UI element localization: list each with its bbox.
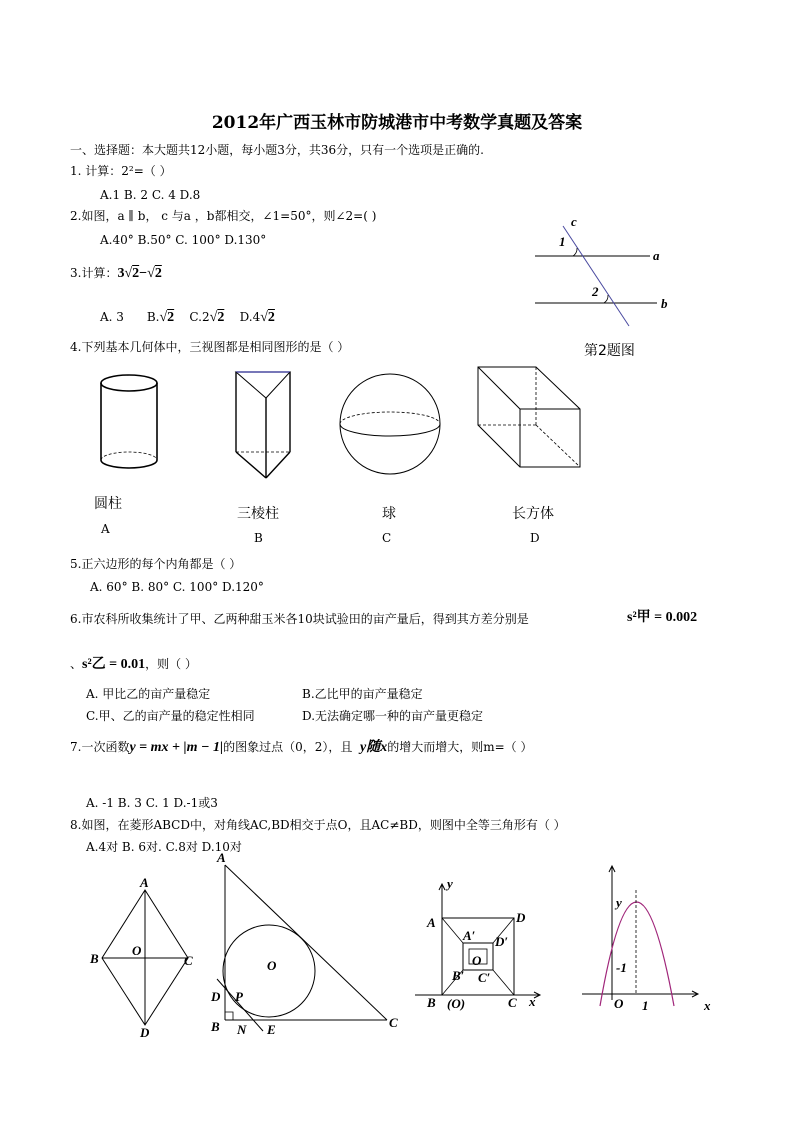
squares-label-x: x [529,994,536,1009]
q3-options: A. 3 B.√2 C.2√2 D.4√2 [100,310,275,325]
solid-d-letter: D [530,531,540,545]
q2-label-c: c [571,214,577,229]
squares-label-d1: D′ [495,934,509,949]
q5-options: A. 60° B. 80° C. 100° D.120° [90,580,264,594]
incircle-label-p: P [235,989,243,1004]
squares-label-a: A [427,915,436,930]
q1-stem: 1. 计算：2²=（ ） [70,164,172,178]
solid-b-letter: B [254,531,263,545]
q4-stem: 4.下列基本几何体中，三视图都是相同图形的是（ ） [70,340,350,354]
q6-s-yi: 、s²乙 = 0.01，则（ ） [70,657,197,672]
rhombus-label-c: C [184,953,193,968]
q2-caption: 第2题图 [584,343,635,359]
squares-label-bo: (O) [447,996,466,1011]
q2-label-angle1: 1 [559,234,566,249]
q6-option-b: B.乙比甲的亩产量稳定 [302,687,423,701]
squares-label-b: B [427,995,436,1010]
squares-label-y: y [447,876,453,891]
parabola-label-y: y [616,895,622,910]
squares-label-b1: B′ [452,968,465,983]
incircle-label-d: D [211,989,221,1004]
prism-figure [230,368,300,483]
q6-option-d: D.无法确定哪一种的亩产量更稳定 [302,709,484,723]
page-title: 2012年广西玉林市防城港市中考数学真题及答案 [211,113,583,133]
incircle-label-c: C [389,1015,398,1030]
section-header: 一、选择题：本大题共12小题，每小题3分，共36分，只有一个选项是正确的. [70,143,484,157]
cuboid-figure [474,363,584,473]
q7-options: A. -1 B. 3 C. 1 D.-1或3 [86,796,218,810]
solid-a-letter: A [101,522,110,536]
q6-option-c: C.甲、乙的亩产量的稳定性相同 [86,709,255,723]
incircle-label-b: B [211,1019,220,1034]
solid-c-letter: C [382,531,392,545]
rhombus-label-b: B [90,951,99,966]
parabola-figure [580,860,740,1020]
q3-stem: 3.计算：3√2−√2 [70,266,162,281]
q2-label-angle2: 2 [592,284,599,299]
squares-label-c1: C′ [478,970,491,985]
solid-b-name: 三棱柱 [237,506,279,522]
q8-options: A.4对 B. 6对. C.8对 D.10对 [86,840,242,854]
rhombus-figure [88,875,198,1040]
incircle-label-o: O [267,958,277,973]
solid-a-name: 圆柱 [94,496,122,512]
squares-label-d: D [516,910,526,925]
q1-options: A.1 B. 2 C. 4 D.8 [100,188,201,202]
q6-stem: 6.市农科所收集统计了甲、乙两种甜玉米各10块试验田的亩产量后，得到其方差分别是 [70,612,529,626]
q2-options: A.40° B.50° C. 100° D.130° [100,233,267,247]
solid-c-name: 球 [382,506,396,522]
squares-label-a1: A′ [463,928,476,943]
q2-figure [525,210,685,335]
q2-label-b: b [661,296,668,311]
rhombus-label-a: A [140,875,149,890]
rhombus-label-d: D [140,1025,150,1040]
q2-label-a: a [653,248,660,263]
squares-label-c: C [508,995,517,1010]
incircle-figure [205,850,405,1038]
q5-stem: 5.正六边形的每个内角都是（ ） [70,557,242,571]
parabola-label-neg1: -1 [616,960,627,975]
parabola-label-o: O [614,996,624,1011]
cylinder-figure [96,372,171,477]
parabola-label-1: 1 [642,998,649,1013]
q6-option-a: A. 甲比乙的亩产量稳定 [86,687,211,701]
q6-s-jia: s²甲 = 0.002 [627,610,698,625]
q7-stem: 7.一次函数y = mx + |m − 1|的图象过点（0，2），且 y随x的增大而增大，则m=（ ） [70,740,533,755]
q2-stem: 2.如图，a ∥ b， c 与a ，b都相交，∠1=50°，则∠2=( ) [70,209,377,223]
incircle-label-n: N [237,1022,247,1037]
nested-squares-figure [415,876,545,1015]
incircle-label-e: E [267,1022,276,1037]
squares-label-o: O [472,953,482,968]
sphere-figure [338,372,443,477]
parabola-label-x: x [704,998,711,1013]
incircle-label-a: A [217,850,226,865]
rhombus-label-o: O [132,943,142,958]
q8-stem: 8.如图，在菱形ABCD中，对角线AC,BD相交于点O，且AC≠BD，则图中全等三角形有（ ） [70,818,566,832]
solid-d-name: 长方体 [512,506,554,522]
